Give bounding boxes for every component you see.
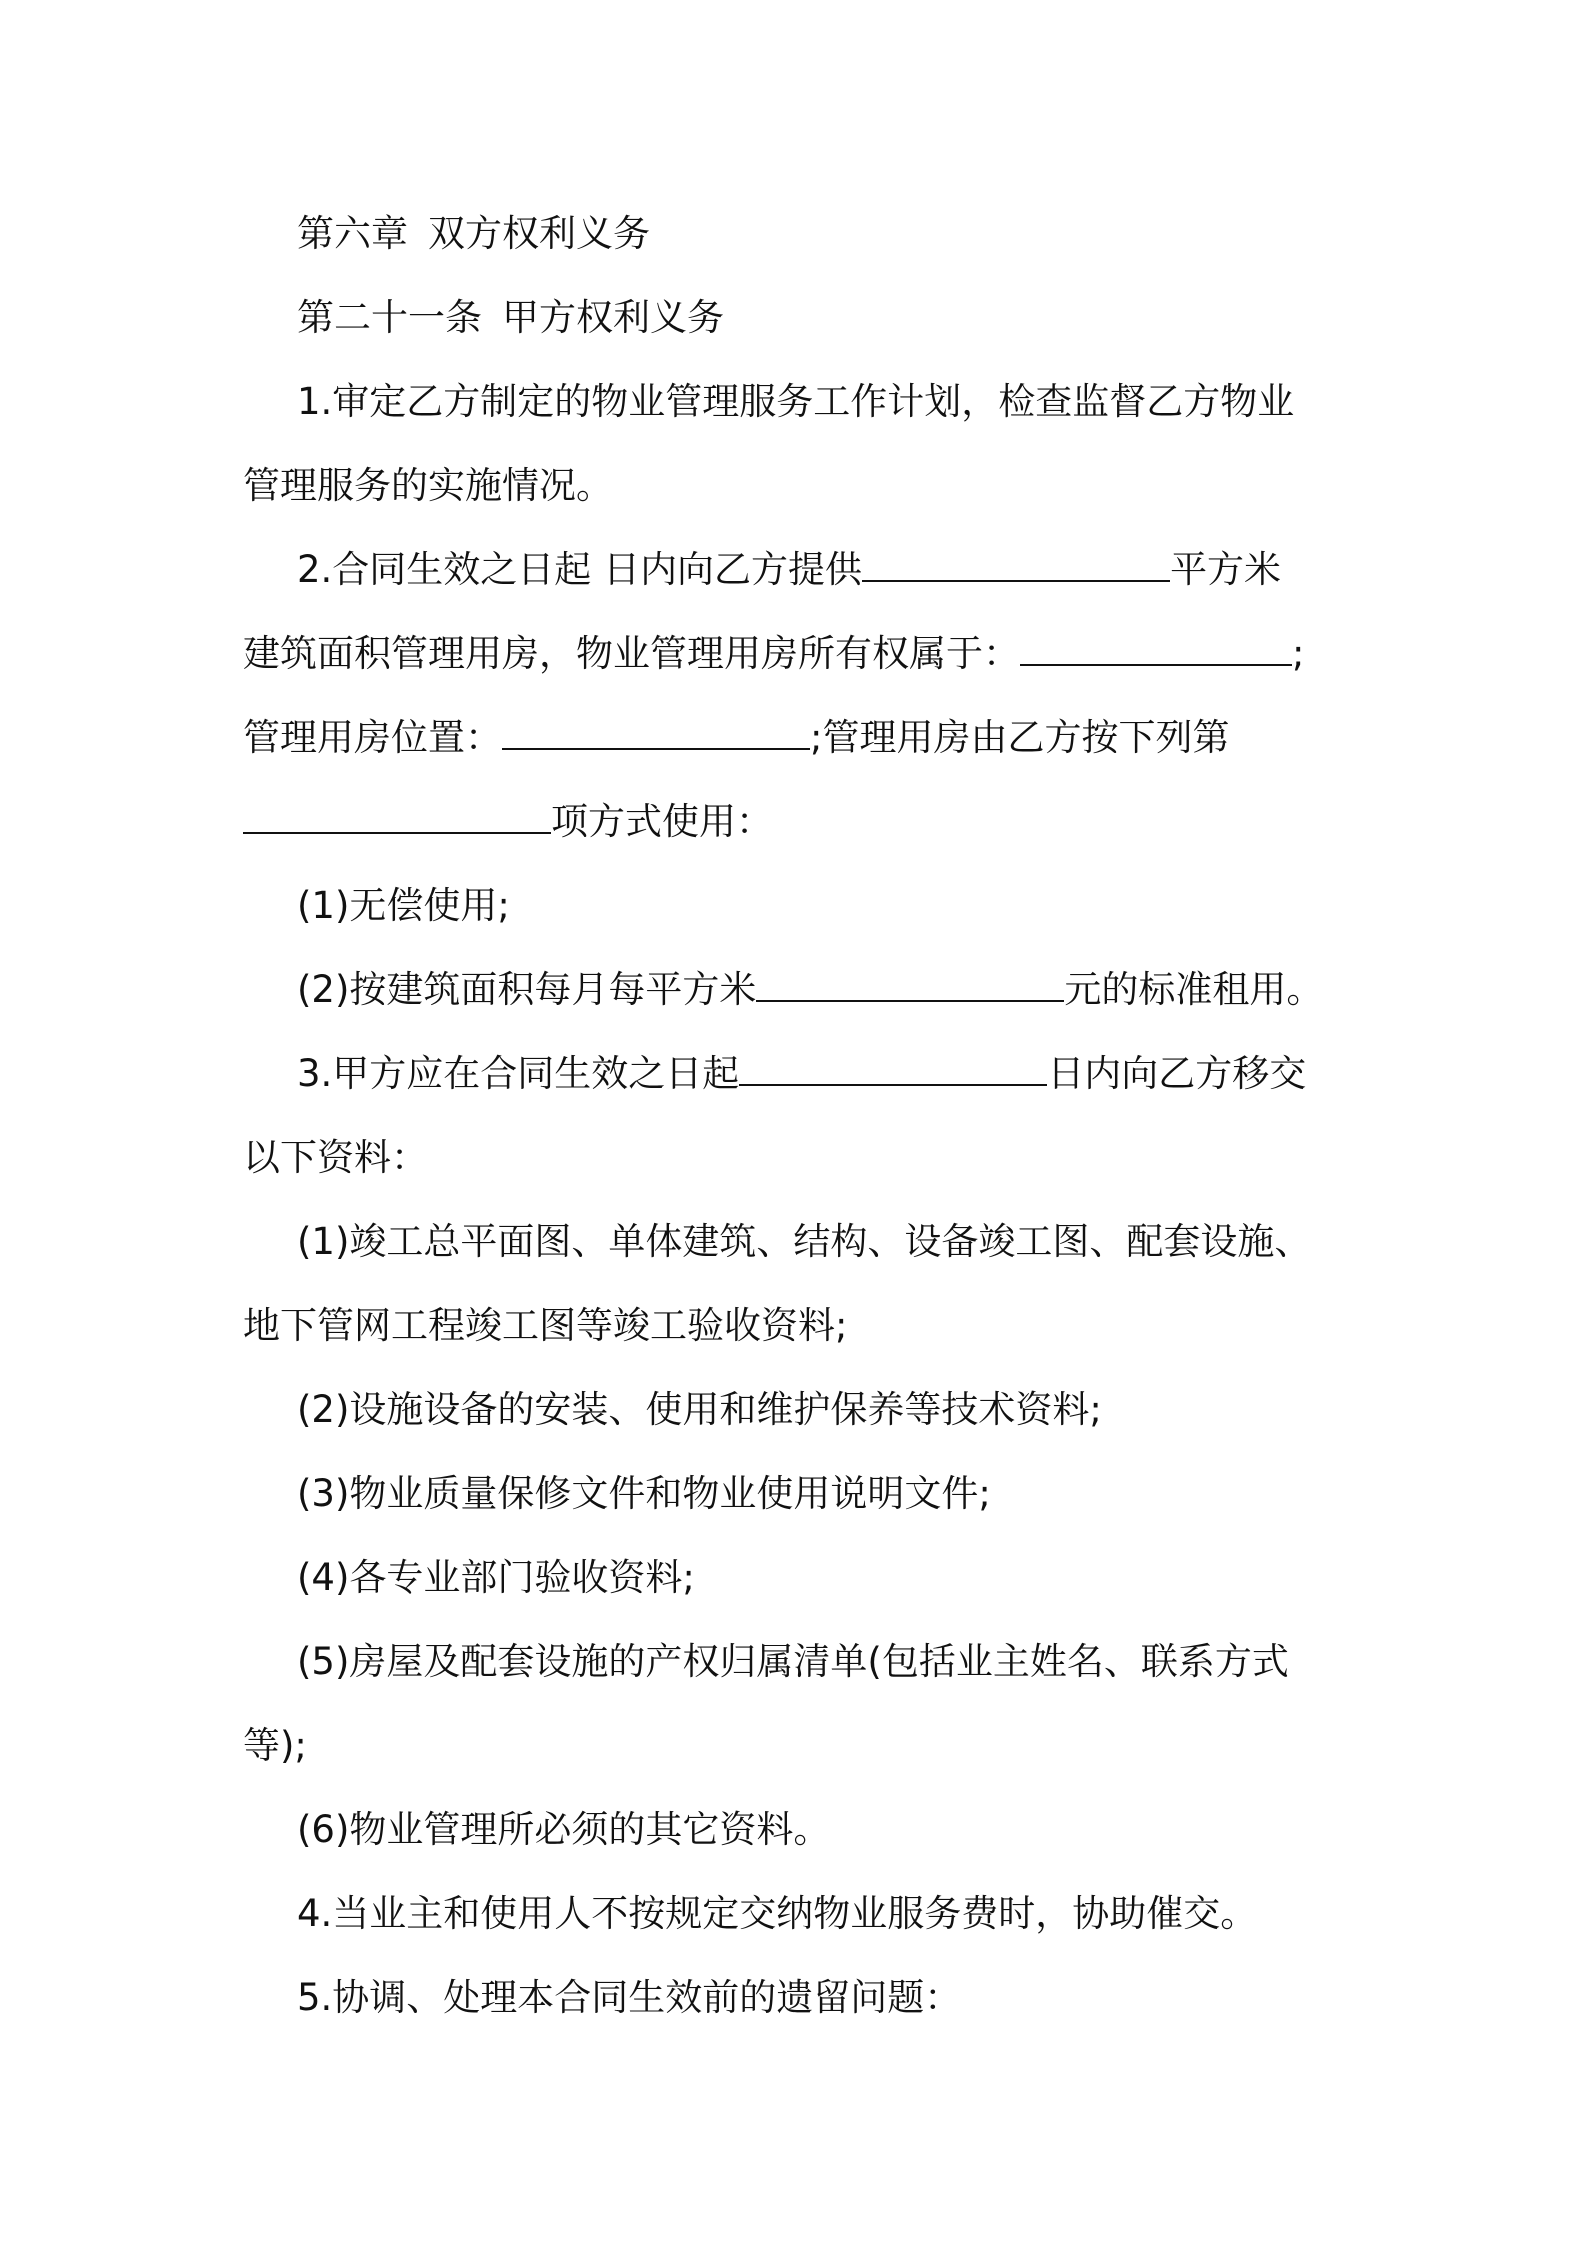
item3-line1-text: 3.甲方应在合同生效之日起 [297, 1052, 740, 1095]
item2-line3-text: 管理用房位置： [243, 716, 502, 759]
item5: 5.协调、处理本合同生效前的遗留问题： [297, 1976, 962, 2019]
item3-sub2: (2)设施设备的安装、使用和维护保养等技术资料; [297, 1388, 1102, 1431]
item2-line4-text: 项方式使用： [551, 800, 773, 843]
item2-line2 [243, 632, 1304, 676]
item1-line2: 管理服务的实施情况。 [243, 464, 613, 507]
item2-line1-text: 2.合同生效之日起 日内向乙方提供 [297, 548, 863, 591]
chapter-title: 双方权利义务 [428, 212, 650, 255]
item3-sub4: (4)各专业部门验收资料; [297, 1556, 695, 1599]
item2-option1: (1)无偿使用; [297, 884, 510, 927]
ownership-blank[interactable] [1020, 634, 1292, 666]
item2-option2 [297, 968, 1323, 1012]
item2-line1-unit: 平方米 [1170, 548, 1282, 591]
days-blank[interactable] [739, 1054, 1047, 1086]
item2-option2-end: 元的标准租用。 [1064, 968, 1324, 1011]
item3-sub5-line1: (5)房屋及配套设施的产权归属清单(包括业主姓名、联系方式 [297, 1640, 1289, 1683]
item2-line2-end: ; [1292, 632, 1305, 675]
item3-sub1-line2: 地下管网工程竣工图等竣工验收资料; [243, 1304, 848, 1347]
article-title: 甲方权利义务 [502, 296, 724, 339]
area-blank[interactable] [862, 550, 1170, 582]
chapter-number: 第六章 [297, 212, 408, 255]
rent-blank[interactable] [756, 970, 1064, 1002]
method-blank[interactable] [243, 802, 551, 834]
item4: 4.当业主和使用人不按规定交纳物业服务费时，协助催交。 [297, 1892, 1258, 1935]
item2-line1 [297, 548, 1281, 592]
item3-sub3: (3)物业质量保修文件和物业使用说明文件; [297, 1472, 991, 1515]
article-number: 第二十一条 [297, 296, 482, 339]
item3-sub1-line1: (1)竣工总平面图、单体建筑、结构、设备竣工图、配套设施、 [297, 1220, 1312, 1263]
item2-line3 [243, 716, 1229, 760]
chapter-heading [297, 212, 650, 256]
item2-line2-text: 建筑面积管理用房，物业管理用房所有权属于： [243, 632, 1020, 675]
item3-line2: 以下资料： [243, 1136, 428, 1179]
item2-line4 [243, 800, 773, 844]
item2-option2-text: (2)按建筑面积每月每平方米 [297, 968, 757, 1011]
item3-sub5-line2: 等); [243, 1724, 307, 1767]
item2-line3-end: ;管理用房由乙方按下列第 [810, 716, 1230, 759]
item1-line1: 1.审定乙方制定的物业管理服务工作计划，检查监督乙方物业 [297, 380, 1295, 423]
article-heading [297, 296, 724, 340]
item3-line1 [297, 1052, 1306, 1096]
item3-sub6: (6)物业管理所必须的其它资料。 [297, 1808, 831, 1851]
location-blank[interactable] [502, 718, 810, 750]
item3-line1-end: 日内向乙方移交 [1047, 1052, 1307, 1095]
